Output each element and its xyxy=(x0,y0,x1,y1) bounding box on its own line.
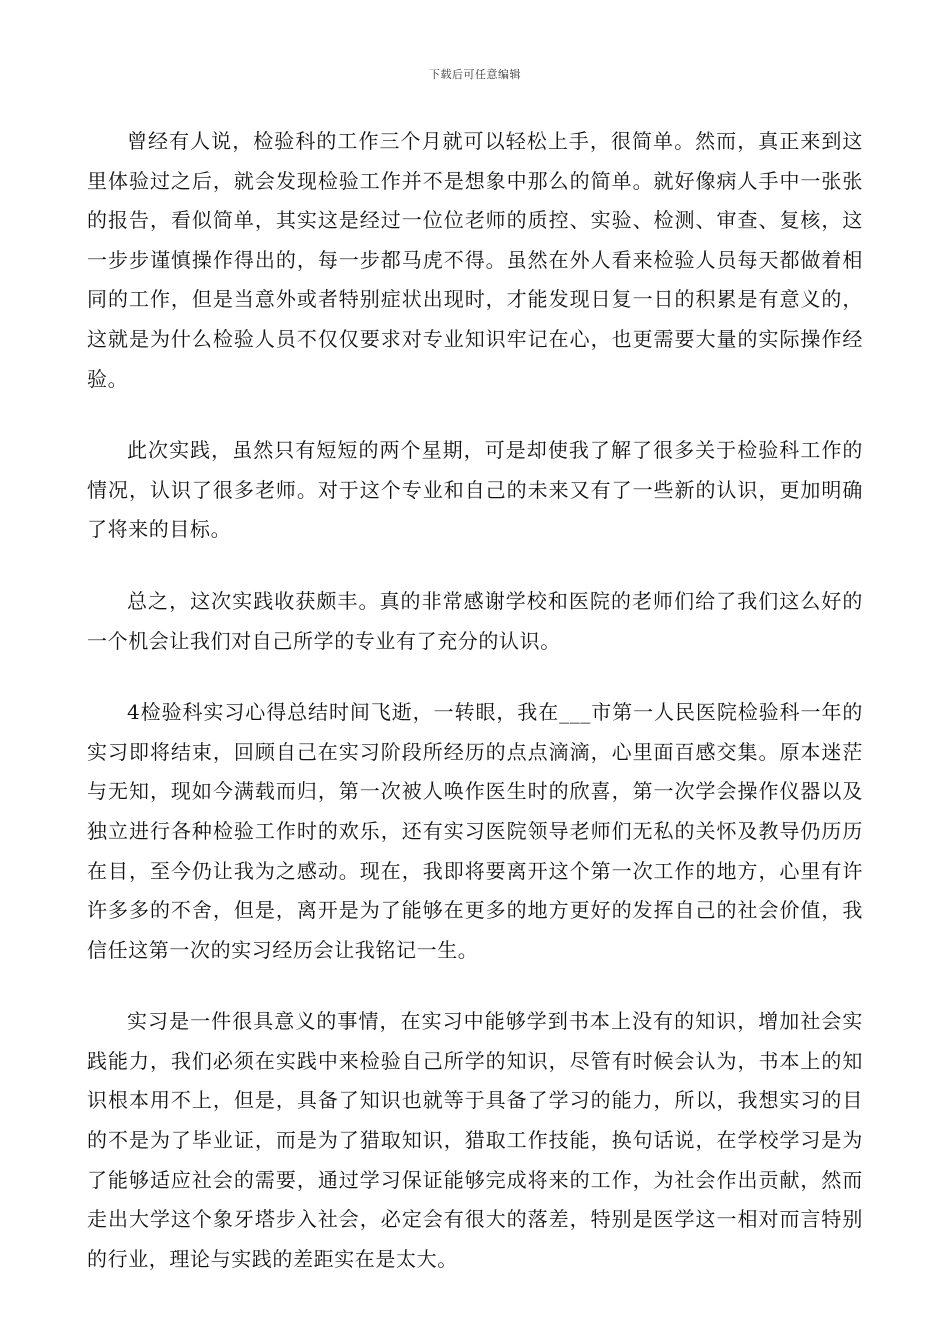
header-note: 下载后可任意编辑 xyxy=(429,68,521,81)
paragraph-2: 此次实践，虽然只有短短的两个星期，可是却使我了解了很多关于检验科工作的情况，认识了很多老师。对于这个专业和自己的未来又有了一些新的认识，更加明确了将来的目标。 xyxy=(87,438,863,542)
paragraph-1: 曾经有人说，检验科的工作三个月就可以轻松上手，很简单。然而，真正来到这里体验过之后，就会发现检验工作并不是想象中那么的简单。就好像病人手中一张张的报告，看似简单，其实这是经过一位位老师的质控、实验、检测、审查、复核，这一步步谨慎操作得出的，每一步都马虎不得。虽然在外人看来检验人员每天都做着相同的工作，但是当意外或者特别症状出现时，才能发现日复一日的积累是有意义的，这就是为什么检验人员不仅仅要求对专业知识牢记在心，也更需要大量的实际操作经验。 xyxy=(87,129,863,391)
paragraph-5: 实习是一件很具意义的事情，在实习中能够学到书本上没有的知识，增加社会实践能力，我们必须在实践中来检验自己所学的知识，尽管有时候会认为，书本上的知识根本用不上，但是，具备了知识也就等于具备了学习的能力，所以，我想实习的目的不是为了毕业证，而是为了猎取知识，猎取工作技能，换句话说，在学校学习是为了能够适应社会的需要，通过学习保证能够完成将来的工作，为社会作出贡献，然而走出大学这个象牙塔步入社会，必定会有很大的落差，特别是医学这一相对而言特别的行业，理论与实践的差距实在是太大。 xyxy=(87,1009,863,1271)
document-body xyxy=(87,122,863,1311)
paragraph-3: 总之，这次实践收获颇丰。真的非常感谢学校和医院的老师们给了我们这么好的一个机会让我们对自己所学的专业有了充分的认识。 xyxy=(87,588,863,653)
paragraph-4: 4检验科实习心得总结时间飞逝，一转眼，我在___市第一人民医院检验科一年的实习即将结束，回顾自己在实习阶段所经历的点点滴滴，心里面百感交集。原本迷茫与无知，现如今满载而归，第一次被人唤作医生时的欣喜，第一次学会操作仪器以及独立进行各种检验工作时的欢乐，还有实习医院领导老师们无私的关怀及教导仍历历在目，至今仍让我为之感动。现在，我即将要离开这个第一次工作的地方，心里有许许多多的不舍，但是，离开是为了能够在更多的地方更好的发挥自己的社会价值，我信任这第一次的实习经历会让我铭记一生。 xyxy=(87,700,863,962)
